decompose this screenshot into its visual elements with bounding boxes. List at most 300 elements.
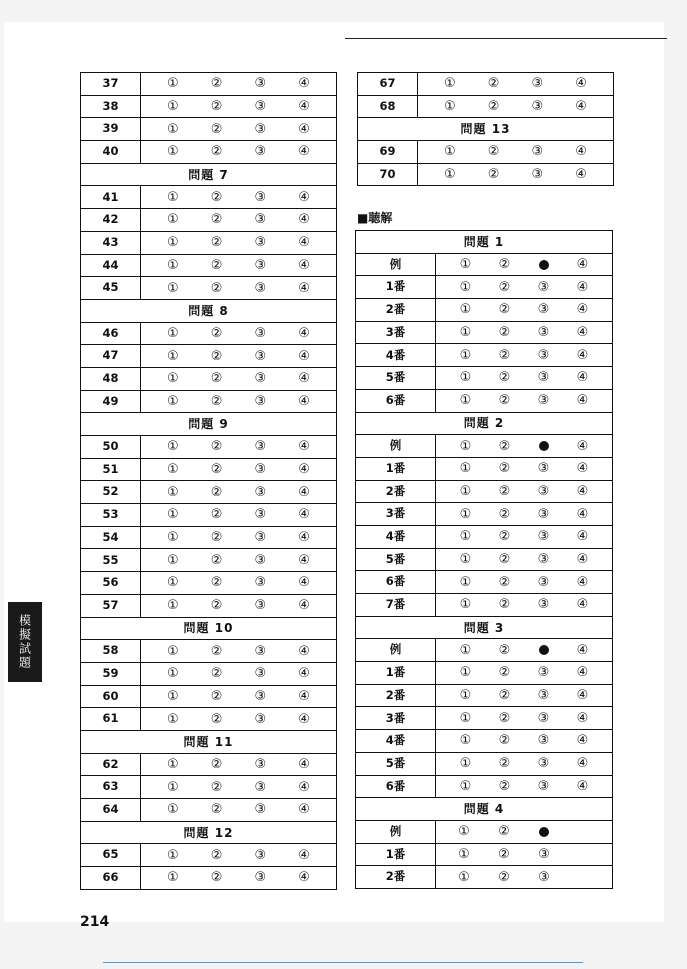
- option-bubble-4[interactable]: ④: [576, 483, 589, 499]
- question-number: 37: [81, 73, 141, 96]
- option-bubble-2[interactable]: ②: [498, 506, 511, 522]
- option-bubble-4[interactable]: ④: [298, 688, 310, 704]
- option-bubble-3[interactable]: ③: [254, 666, 267, 682]
- option-bubble-2[interactable]: ②: [210, 552, 223, 568]
- option-bubble-2[interactable]: ②: [498, 370, 511, 386]
- option-bubble-1[interactable]: ①: [459, 257, 472, 273]
- option-bubble-1[interactable]: ①: [167, 507, 179, 523]
- answer-options: [141, 458, 337, 481]
- option-bubble-3[interactable]: ③: [254, 484, 267, 500]
- option-bubble-1[interactable]: ①: [167, 99, 179, 115]
- option-bubble-1[interactable]: ①: [167, 144, 179, 160]
- option-bubble-3[interactable]: ③: [254, 280, 267, 296]
- option-bubble-2[interactable]: ②: [210, 325, 223, 341]
- option-bubble-4[interactable]: ④: [576, 665, 589, 681]
- option-bubble-3[interactable]: ③: [254, 507, 267, 523]
- option-bubble-1[interactable]: ①: [167, 688, 179, 704]
- option-bubble-4[interactable]: ④: [576, 551, 589, 567]
- option-bubble-3[interactable]: ③: [254, 121, 267, 137]
- option-bubble-1[interactable]: ①: [167, 552, 179, 568]
- option-bubble-2[interactable]: ②: [498, 756, 511, 772]
- option-bubble-2[interactable]: ②: [210, 121, 223, 137]
- option-bubble-2[interactable]: ②: [210, 802, 223, 818]
- option-bubble-2[interactable]: ②: [487, 167, 500, 183]
- option-bubble-2[interactable]: ②: [210, 439, 223, 455]
- option-bubble-1[interactable]: ①: [167, 756, 179, 772]
- option-bubble-3[interactable]: ③: [537, 733, 550, 749]
- answer-options: [436, 321, 613, 344]
- answer-row: [81, 549, 337, 572]
- question-number: 3番: [356, 503, 436, 526]
- option-bubble-2[interactable]: ②: [498, 483, 511, 499]
- option-bubble-4[interactable]: ④: [298, 756, 310, 772]
- option-bubble-2[interactable]: ②: [210, 393, 223, 409]
- option-bubble-1[interactable]: ①: [459, 325, 472, 341]
- option-bubble-2[interactable]: ②: [498, 529, 511, 545]
- option-bubble-3[interactable]: ③: [254, 847, 267, 863]
- option-bubble-2[interactable]: ②: [210, 870, 223, 886]
- option-bubble-4[interactable]: ④: [298, 847, 310, 863]
- option-bubble-4[interactable]: ④: [298, 870, 310, 886]
- option-bubble-4[interactable]: ④: [298, 575, 310, 591]
- option-bubble-1[interactable]: ①: [459, 461, 472, 477]
- option-bubble-1[interactable]: ①: [459, 642, 472, 658]
- option-bubble-3[interactable]: ③: [254, 99, 267, 115]
- option-bubble-2[interactable]: ②: [210, 575, 223, 591]
- filled-circle-icon: [539, 260, 549, 270]
- option-bubble-1[interactable]: ①: [167, 779, 179, 795]
- option-bubble-2[interactable]: ②: [498, 279, 511, 295]
- option-bubble-3[interactable]: ③: [254, 552, 267, 568]
- option-bubble-2[interactable]: ②: [498, 665, 511, 681]
- answer-row: [81, 458, 337, 481]
- option-bubble-2[interactable]: ②: [210, 530, 223, 546]
- option-bubble-2[interactable]: ②: [498, 642, 511, 658]
- option-bubble-4[interactable]: ④: [576, 370, 589, 386]
- answer-row: [81, 345, 337, 368]
- option-bubble-1[interactable]: ①: [167, 235, 179, 251]
- filled-bubble[interactable]: [534, 440, 554, 453]
- option-bubble-1[interactable]: ①: [459, 688, 472, 704]
- option-bubble-1[interactable]: ①: [167, 598, 179, 614]
- option-bubble-1[interactable]: ①: [167, 575, 179, 591]
- option-bubble-4[interactable]: ④: [298, 189, 310, 205]
- option-bubble-3[interactable]: ③: [254, 462, 267, 478]
- option-bubble-1[interactable]: ①: [167, 870, 179, 886]
- option-bubble-3[interactable]: ③: [254, 325, 267, 341]
- option-bubble-3[interactable]: ③: [537, 347, 550, 363]
- answer-row: [356, 594, 613, 617]
- option-bubble-1[interactable]: ①: [167, 711, 179, 727]
- option-bubble-4[interactable]: ④: [576, 461, 589, 477]
- section-header-row: [358, 118, 614, 141]
- option-bubble-3[interactable]: ③: [254, 76, 267, 92]
- filled-circle-icon: [539, 645, 549, 655]
- option-bubble-2[interactable]: ②: [498, 733, 511, 749]
- answer-options: [436, 299, 613, 322]
- option-bubble-4[interactable]: ④: [298, 348, 310, 364]
- question-number: 55: [81, 549, 141, 572]
- option-bubble-3[interactable]: ③: [254, 189, 267, 205]
- answer-row: [356, 820, 613, 843]
- option-bubble-3[interactable]: ③: [254, 371, 267, 387]
- option-bubble-2[interactable]: ②: [498, 461, 511, 477]
- option-bubble-2[interactable]: ②: [210, 280, 223, 296]
- option-bubble-4[interactable]: ④: [576, 506, 589, 522]
- option-bubble-4[interactable]: ④: [298, 235, 310, 251]
- option-bubble-3[interactable]: ③: [537, 506, 550, 522]
- answer-row: [356, 480, 613, 503]
- option-bubble-1[interactable]: ①: [167, 348, 179, 364]
- option-bubble-1[interactable]: ①: [459, 438, 472, 454]
- option-bubble-4[interactable]: ④: [298, 76, 310, 92]
- answer-options: [418, 73, 614, 96]
- option-bubble-3[interactable]: ③: [537, 370, 550, 386]
- option-bubble-3[interactable]: ③: [537, 529, 550, 545]
- option-bubble-3[interactable]: ③: [538, 869, 550, 885]
- answer-row: [356, 457, 613, 480]
- question-number: 45: [81, 277, 141, 300]
- option-bubble-2[interactable]: ②: [487, 99, 500, 115]
- option-bubble-3[interactable]: ③: [254, 348, 267, 364]
- answer-options: [141, 277, 337, 300]
- option-bubble-4[interactable]: ④: [298, 212, 310, 228]
- answer-row: [81, 526, 337, 549]
- question-number: 3番: [356, 707, 436, 730]
- option-bubble-3[interactable]: ③: [254, 530, 267, 546]
- option-bubble-2[interactable]: ②: [210, 711, 223, 727]
- option-bubble-3[interactable]: ③: [531, 144, 544, 160]
- question-number: 46: [81, 322, 141, 345]
- answer-row: [81, 277, 337, 300]
- option-bubble-3[interactable]: ③: [254, 802, 267, 818]
- answer-options: [141, 572, 337, 595]
- answer-row: [81, 799, 337, 822]
- option-bubble-3[interactable]: ③: [254, 598, 267, 614]
- option-bubble-3[interactable]: ③: [537, 597, 550, 613]
- answer-options: [436, 752, 613, 775]
- option-bubble-4[interactable]: ④: [576, 325, 589, 341]
- option-bubble-2[interactable]: ②: [210, 688, 223, 704]
- option-bubble-4[interactable]: ④: [575, 144, 587, 160]
- option-bubble-1[interactable]: ①: [167, 325, 179, 341]
- answer-row: [81, 685, 337, 708]
- option-bubble-3[interactable]: ③: [254, 870, 267, 886]
- option-bubble-4[interactable]: ④: [298, 643, 310, 659]
- question-number: 例: [356, 253, 436, 276]
- option-bubble-4[interactable]: ④: [298, 802, 310, 818]
- option-bubble-1[interactable]: ①: [444, 99, 456, 115]
- option-bubble-3[interactable]: ③: [537, 778, 550, 794]
- option-bubble-1[interactable]: ①: [167, 802, 179, 818]
- option-bubble-3[interactable]: ③: [531, 99, 544, 115]
- answer-options: [436, 480, 613, 503]
- option-bubble-4[interactable]: ④: [576, 597, 589, 613]
- option-bubble-1[interactable]: ①: [167, 280, 179, 296]
- question-number: 65: [81, 844, 141, 867]
- option-bubble-2[interactable]: ②: [487, 76, 500, 92]
- option-bubble-2[interactable]: ②: [210, 779, 223, 795]
- option-bubble-1[interactable]: ①: [167, 371, 179, 387]
- option-bubble-1[interactable]: ①: [167, 439, 179, 455]
- option-bubble-1[interactable]: ①: [167, 847, 179, 863]
- option-bubble-3[interactable]: ③: [537, 279, 550, 295]
- option-bubble-4[interactable]: ④: [576, 710, 589, 726]
- option-bubble-2[interactable]: ②: [210, 371, 223, 387]
- option-bubble-2[interactable]: ②: [210, 76, 223, 92]
- option-bubble-4[interactable]: ④: [576, 733, 589, 749]
- answer-row: [81, 708, 337, 731]
- question-number: 例: [356, 639, 436, 662]
- option-bubble-2[interactable]: ②: [498, 846, 510, 862]
- option-bubble-1[interactable]: ①: [444, 76, 456, 92]
- option-bubble-2[interactable]: ②: [210, 598, 223, 614]
- answer-options: [141, 345, 337, 368]
- option-bubble-4[interactable]: ④: [576, 302, 589, 318]
- answer-options: [436, 571, 613, 594]
- answer-options: [418, 163, 614, 186]
- option-bubble-3[interactable]: ③: [254, 212, 267, 228]
- question-number: 54: [81, 526, 141, 549]
- option-bubble-2[interactable]: ②: [498, 347, 511, 363]
- option-bubble-3[interactable]: ③: [531, 167, 544, 183]
- option-bubble-1[interactable]: ①: [167, 76, 179, 92]
- option-bubble-3[interactable]: ③: [254, 688, 267, 704]
- option-bubble-1[interactable]: ①: [459, 665, 472, 681]
- option-bubble-2[interactable]: ②: [498, 302, 511, 318]
- answer-row: [81, 141, 337, 164]
- option-bubble-4[interactable]: ④: [576, 257, 589, 273]
- option-bubble-4[interactable]: ④: [298, 325, 310, 341]
- option-bubble-3[interactable]: ③: [254, 439, 267, 455]
- answer-options: [141, 367, 337, 390]
- option-bubble-4[interactable]: ④: [576, 756, 589, 772]
- answer-row: [81, 662, 337, 685]
- section-header-row: [81, 163, 337, 186]
- option-bubble-3[interactable]: ③: [537, 665, 550, 681]
- option-bubble-4[interactable]: ④: [298, 666, 310, 682]
- option-bubble-2[interactable]: ②: [210, 99, 223, 115]
- option-bubble-2[interactable]: ②: [498, 688, 511, 704]
- answer-options: [141, 844, 337, 867]
- answer-options: [141, 753, 337, 776]
- option-bubble-2[interactable]: ②: [210, 189, 223, 205]
- option-bubble-4[interactable]: ④: [298, 121, 310, 137]
- filled-bubble[interactable]: [534, 825, 554, 838]
- answer-options: [141, 209, 337, 232]
- question-number: 60: [81, 685, 141, 708]
- option-bubble-4[interactable]: ④: [575, 99, 587, 115]
- option-bubble-2[interactable]: ②: [498, 710, 511, 726]
- option-bubble-4[interactable]: ④: [298, 393, 310, 409]
- option-bubble-1[interactable]: ①: [459, 733, 472, 749]
- option-bubble-4[interactable]: ④: [576, 688, 589, 704]
- answer-row: [358, 95, 614, 118]
- option-bubble-1[interactable]: ①: [459, 574, 472, 590]
- option-bubble-3[interactable]: ③: [254, 756, 267, 772]
- option-bubble-1[interactable]: ①: [459, 597, 472, 613]
- option-bubble-3[interactable]: ③: [254, 144, 267, 160]
- option-bubble-2[interactable]: ②: [210, 666, 223, 682]
- option-bubble-1[interactable]: ①: [167, 121, 179, 137]
- option-bubble-2[interactable]: ②: [210, 348, 223, 364]
- option-bubble-1[interactable]: ①: [167, 393, 179, 409]
- option-bubble-1[interactable]: ①: [167, 462, 179, 478]
- answer-row: [356, 299, 613, 322]
- option-bubble-4[interactable]: ④: [298, 598, 310, 614]
- option-bubble-2[interactable]: ②: [210, 484, 223, 500]
- option-bubble-2[interactable]: ②: [498, 597, 511, 613]
- option-bubble-3[interactable]: ③: [537, 688, 550, 704]
- option-bubble-4[interactable]: ④: [576, 393, 589, 409]
- option-bubble-3[interactable]: ③: [531, 76, 544, 92]
- option-bubble-1[interactable]: ①: [167, 530, 179, 546]
- question-number: 68: [358, 95, 418, 118]
- option-bubble-3[interactable]: ③: [254, 643, 267, 659]
- section-header: 問題 4: [356, 798, 613, 821]
- option-bubble-1[interactable]: ①: [459, 483, 472, 499]
- option-bubble-4[interactable]: ④: [575, 76, 587, 92]
- option-bubble-1[interactable]: ①: [167, 257, 179, 273]
- question-number: 6番: [356, 775, 436, 798]
- option-bubble-3[interactable]: ③: [254, 711, 267, 727]
- option-bubble-4[interactable]: ④: [576, 642, 589, 658]
- answer-row: [356, 684, 613, 707]
- section-header: 問題 3: [356, 616, 613, 639]
- option-bubble-1[interactable]: ①: [459, 778, 472, 794]
- option-bubble-4[interactable]: ④: [298, 99, 310, 115]
- option-bubble-3[interactable]: ③: [537, 551, 550, 567]
- option-bubble-1[interactable]: ①: [167, 666, 179, 682]
- option-bubble-1[interactable]: ①: [459, 756, 472, 772]
- option-bubble-4[interactable]: ④: [298, 439, 310, 455]
- section-header: 問題 13: [358, 118, 614, 141]
- option-bubble-2[interactable]: ②: [498, 869, 510, 885]
- option-bubble-4[interactable]: ④: [298, 484, 310, 500]
- option-bubble-2[interactable]: ②: [210, 507, 223, 523]
- option-bubble-2[interactable]: ②: [210, 756, 223, 772]
- side-tab-label: 模擬試題: [8, 602, 42, 682]
- option-bubble-4[interactable]: ④: [298, 530, 310, 546]
- option-bubble-4[interactable]: ④: [576, 438, 589, 454]
- option-bubble-2[interactable]: ②: [498, 574, 511, 590]
- option-bubble-1[interactable]: ①: [458, 869, 470, 885]
- option-bubble-2[interactable]: ②: [498, 438, 511, 454]
- option-bubble-1[interactable]: ①: [459, 551, 472, 567]
- answer-row: [356, 662, 613, 685]
- section-header: 問題 1: [356, 231, 613, 254]
- option-bubble-1[interactable]: ①: [458, 824, 470, 840]
- option-bubble-1[interactable]: ①: [459, 710, 472, 726]
- option-bubble-2[interactable]: ②: [498, 257, 511, 273]
- option-bubble-1[interactable]: ①: [458, 846, 470, 862]
- option-bubble-2[interactable]: ②: [498, 824, 510, 840]
- option-bubble-1[interactable]: ①: [459, 393, 472, 409]
- question-number: 5番: [356, 752, 436, 775]
- option-bubble-3[interactable]: ③: [537, 710, 550, 726]
- option-bubble-3[interactable]: ③: [254, 257, 267, 273]
- option-bubble-4[interactable]: ④: [298, 507, 310, 523]
- answer-row: [358, 163, 614, 186]
- option-bubble-1[interactable]: ①: [167, 643, 179, 659]
- option-bubble-3[interactable]: ③: [537, 756, 550, 772]
- option-bubble-4[interactable]: ④: [298, 371, 310, 387]
- top-rule: [345, 38, 667, 39]
- option-bubble-4[interactable]: ④: [576, 574, 589, 590]
- option-bubble-3[interactable]: ③: [537, 393, 550, 409]
- question-number: 51: [81, 458, 141, 481]
- option-bubble-4[interactable]: ④: [298, 144, 310, 160]
- option-bubble-2[interactable]: ②: [498, 778, 511, 794]
- answer-row: [358, 73, 614, 96]
- option-bubble-1[interactable]: ①: [459, 529, 472, 545]
- option-bubble-2[interactable]: ②: [210, 235, 223, 251]
- option-bubble-4[interactable]: ④: [298, 711, 310, 727]
- option-bubble-1[interactable]: ①: [167, 212, 179, 228]
- option-bubble-4[interactable]: ④: [576, 347, 589, 363]
- question-number: 44: [81, 254, 141, 277]
- option-bubble-3[interactable]: ③: [254, 393, 267, 409]
- option-bubble-2[interactable]: ②: [487, 144, 500, 160]
- section-header-row: [81, 299, 337, 322]
- option-bubble-1[interactable]: ①: [459, 370, 472, 386]
- option-bubble-1[interactable]: ①: [459, 347, 472, 363]
- option-bubble-3[interactable]: ③: [537, 325, 550, 341]
- option-bubble-4[interactable]: ④: [298, 462, 310, 478]
- answer-options: [141, 322, 337, 345]
- option-bubble-4[interactable]: ④: [298, 280, 310, 296]
- option-bubble-2[interactable]: ②: [498, 325, 511, 341]
- filled-bubble[interactable]: [534, 258, 554, 271]
- option-bubble-1[interactable]: ①: [167, 189, 179, 205]
- option-bubble-3[interactable]: ③: [537, 302, 550, 318]
- option-bubble-4[interactable]: ④: [298, 779, 310, 795]
- option-bubble-3[interactable]: ③: [254, 779, 267, 795]
- option-bubble-4[interactable]: ④: [575, 167, 587, 183]
- option-bubble-2[interactable]: ②: [210, 462, 223, 478]
- option-bubble-3[interactable]: ③: [254, 575, 267, 591]
- option-bubble-1[interactable]: ①: [444, 144, 456, 160]
- option-bubble-1[interactable]: ①: [444, 167, 456, 183]
- option-bubble-2[interactable]: ②: [210, 257, 223, 273]
- option-bubble-3[interactable]: ③: [537, 461, 550, 477]
- option-bubble-4[interactable]: ④: [298, 257, 310, 273]
- answer-options: [436, 548, 613, 571]
- option-bubble-1[interactable]: ①: [167, 484, 179, 500]
- option-bubble-4[interactable]: ④: [576, 529, 589, 545]
- section-header: 問題 11: [81, 730, 337, 753]
- option-bubble-2[interactable]: ②: [210, 144, 223, 160]
- option-bubble-2[interactable]: ②: [498, 551, 511, 567]
- option-bubble-2[interactable]: ②: [210, 212, 223, 228]
- answer-row: [81, 367, 337, 390]
- option-bubble-4[interactable]: ④: [576, 778, 589, 794]
- filled-bubble[interactable]: [534, 644, 554, 657]
- option-bubble-4[interactable]: ④: [576, 279, 589, 295]
- section-header-row: [356, 412, 613, 435]
- option-bubble-3[interactable]: ③: [537, 574, 550, 590]
- option-bubble-4[interactable]: ④: [298, 552, 310, 568]
- option-bubble-1[interactable]: ①: [459, 279, 472, 295]
- option-bubble-2[interactable]: ②: [498, 393, 511, 409]
- option-bubble-1[interactable]: ①: [459, 302, 472, 318]
- option-bubble-3[interactable]: ③: [254, 235, 267, 251]
- option-bubble-3[interactable]: ③: [538, 846, 550, 862]
- option-bubble-2[interactable]: ②: [210, 847, 223, 863]
- option-bubble-2[interactable]: ②: [210, 643, 223, 659]
- option-bubble-1[interactable]: ①: [459, 506, 472, 522]
- option-bubble-3[interactable]: ③: [537, 483, 550, 499]
